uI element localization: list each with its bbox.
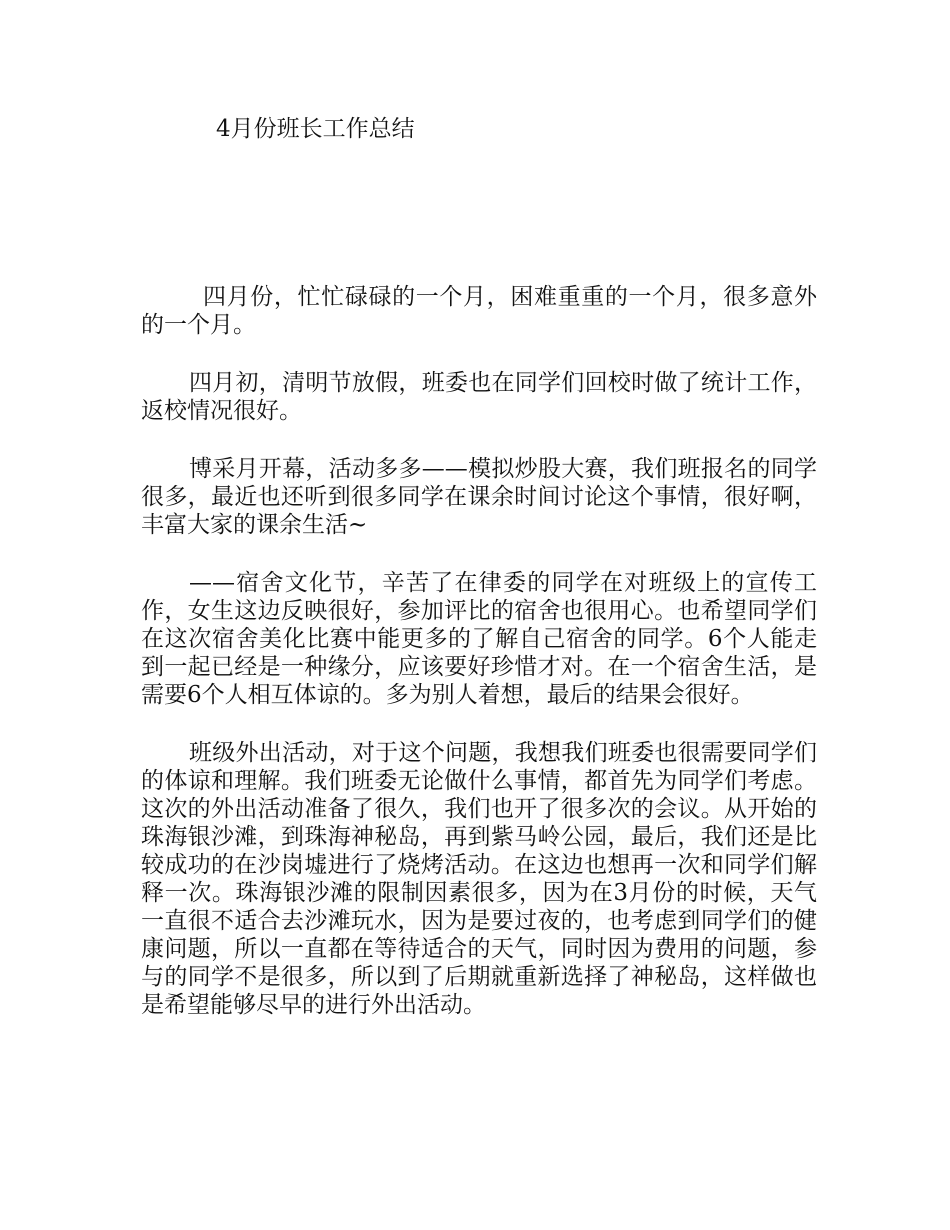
paragraph-class-outing: 班级外出活动，对于这个问题，我想我们班委也很需要同学们的体谅和理解。我们班委无论做什么事情，都首先为同学们考虑。这次的外出活动准备了很久，我们也开了很多次的会议。从开始的珠海银沙滩，到珠海神秘岛，再到紫马岭公园，最后，我们还是比较成功的在沙岗墟进行了烧烤活动。在这边也想再一次和同学们解释一次。珠海银沙滩的限制因素很多，因为在3月份的时候，天气一直很不适合去沙滩玩水，因为是要过夜的，也考虑到同学们的健康问题，所以一直都在等待适合的天气，同时因为费用的问题，参与的同学不是很多，所以到了后期就重新选择了神秘岛，这样做也是希望能够尽早的进行外出活动。 (141, 740, 817, 1018)
paragraph-qingming-holiday: 四月初，清明节放假，班委也在同学们回校时做了统计工作，返校情况很好。 (141, 370, 817, 424)
document-body (141, 283, 817, 1049)
paragraph-april-overview: 四月份，忙忙碌碌的一个月，困难重重的一个月，很多意外的一个月。 (141, 284, 817, 338)
document-title: 4月份班长工作总结 (216, 116, 415, 142)
paragraph-stock-contest: 博采月开幕，活动多多——模拟炒股大赛，我们班报名的同学很多，最近也还听到很多同学在课余时间讨论这个事情，很好啊，丰富大家的课余生活~ (141, 456, 817, 538)
paragraph-dorm-festival: ——宿舍文化节，辛苦了在律委的同学在对班级上的宣传工作，女生这边反映很好，参加评比的宿舍也很用心。也希望同学们在这次宿舍美化比赛中能更多的了解自己宿舍的同学。6个人能走到一起已经是一种缘分，应该要好珍惜才对。在一个宿舍生活，是需要6个人相互体谅的。多为别人着想，最后的结果会很好。 (141, 570, 817, 708)
